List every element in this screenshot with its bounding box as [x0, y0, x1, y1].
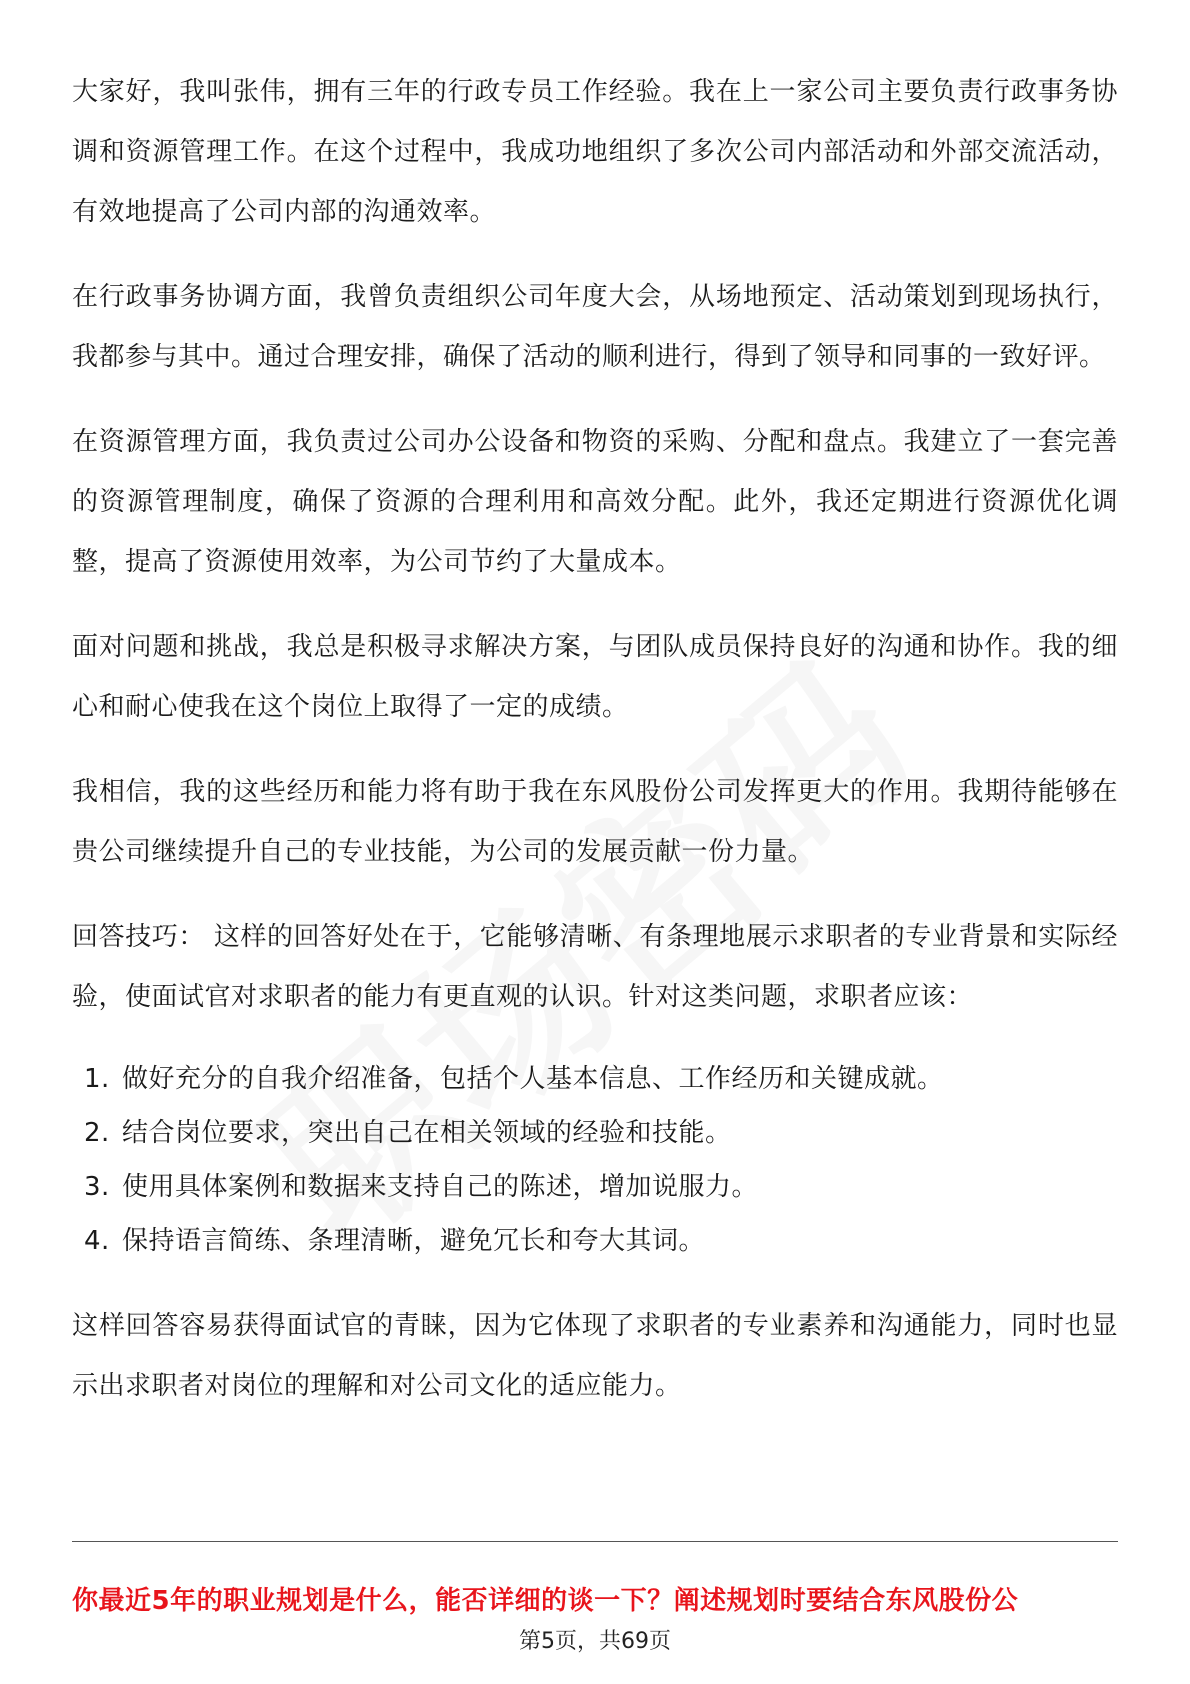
- challenge-paragraph: 面对问题和挑战，我总是积极寻求解决方案，与团队成员保持良好的沟通和协作。我的细心和耐心使我在这个岗位上取得了一定的成绩。: [72, 632, 1118, 722]
- list-item: [72, 1052, 1118, 1106]
- tips-list: [72, 1052, 1118, 1268]
- list-item-number: 4.: [84, 1226, 110, 1256]
- list-item: [72, 1106, 1118, 1160]
- list-item-number: 1.: [84, 1064, 110, 1094]
- intro-paragraph: 大家好，我叫张伟，拥有三年的行政专员工作经验。我在上一家公司主要负责行政事务协调和资源管理工作。在这个过程中，我成功地组织了多次公司内部活动和外部交流活动，有效地提高了公司内部的沟通效率。: [72, 77, 1118, 227]
- section-divider: [72, 1541, 1118, 1542]
- list-item-text: 做好充分的自我介绍准备，包括个人基本信息、工作经历和关键成就。: [122, 1064, 944, 1094]
- list-item: [72, 1160, 1118, 1214]
- next-question-heading: 你最近5年的职业规划是什么，能否详细的谈一下？阐述规划时要结合东风股份公: [72, 1586, 1019, 1616]
- answer-content: [72, 62, 1118, 1441]
- list-item-text: 结合岗位要求，突出自己在相关领域的经验和技能。: [122, 1118, 732, 1148]
- page-number-footer: 第5页，共69页: [519, 1629, 671, 1654]
- list-item-text: 保持语言简练、条理清晰，避免冗长和夸大其词。: [122, 1226, 706, 1256]
- expectation-paragraph: 我相信，我的这些经历和能力将有助于我在东风股份公司发挥更大的作用。我期待能够在贵公司继续提升自己的专业技能，为公司的发展贡献一份力量。: [72, 777, 1118, 867]
- list-item: [72, 1214, 1118, 1268]
- list-item-number: 3.: [84, 1172, 110, 1202]
- list-item-number: 2.: [84, 1118, 110, 1148]
- list-item-text: 使用具体案例和数据来支持自己的陈述，增加说服力。: [122, 1172, 759, 1202]
- closing-paragraph: 这样回答容易获得面试官的青睐，因为它体现了求职者的专业素养和沟通能力，同时也显示出求职者对岗位的理解和对公司文化的适应能力。: [72, 1311, 1118, 1401]
- tips-intro-paragraph: 回答技巧： 这样的回答好处在于，它能够清晰、有条理地展示求职者的专业背景和实际经验，使面试官对求职者的能力有更直观的认识。针对这类问题，求职者应该：: [72, 922, 1118, 1012]
- coordination-paragraph: 在行政事务协调方面，我曾负责组织公司年度大会，从场地预定、活动策划到现场执行，我都参与其中。通过合理安排，确保了活动的顺利进行，得到了领导和同事的一致好评。: [72, 282, 1118, 372]
- resource-paragraph: 在资源管理方面，我负责过公司办公设备和物资的采购、分配和盘点。我建立了一套完善的资源管理制度，确保了资源的合理利用和高效分配。此外，我还定期进行资源优化调整，提高了资源使用效率，为公司节约了大量成本。: [72, 427, 1118, 577]
